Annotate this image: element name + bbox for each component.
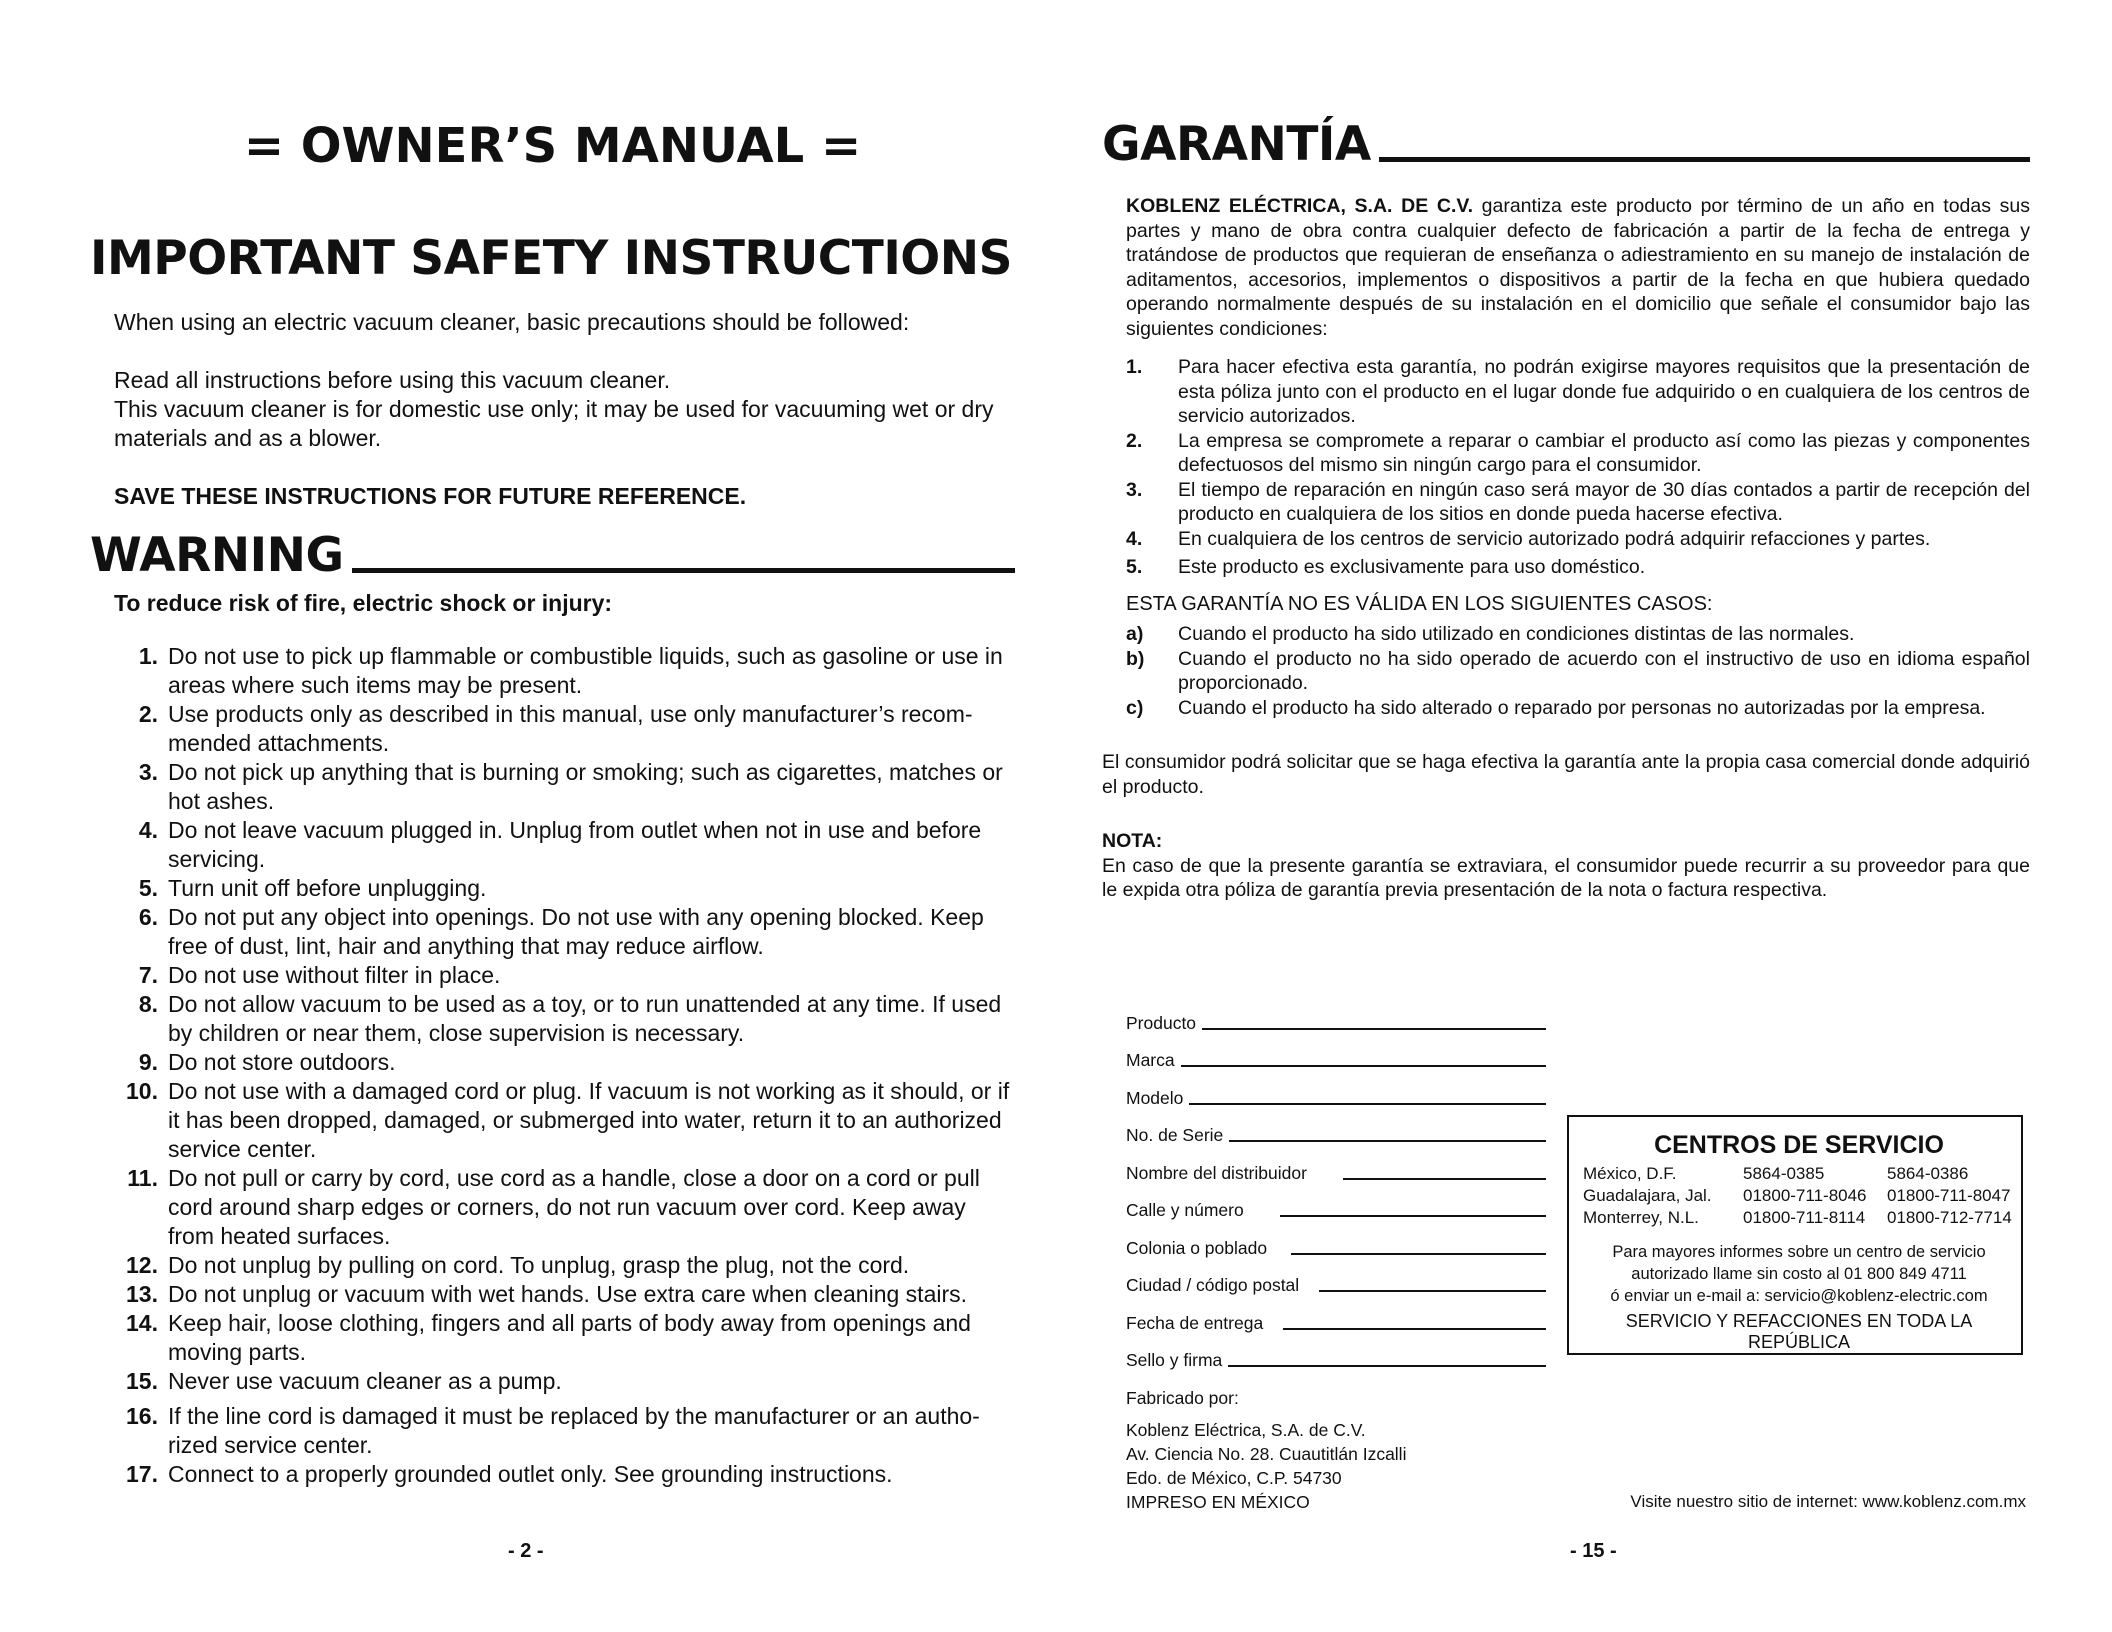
item-text: Do not unplug or vacuum with wet hands. Use extra care when cleaning stairs. — [168, 1281, 968, 1307]
item-text: Keep hair, loose clothing, fingers and all parts of body away from openings and moving parts. — [168, 1310, 971, 1365]
form-field-line[interactable] — [1280, 1215, 1546, 1217]
service-footer: SERVICIO Y REFACCIONES EN TODA LA REPÚBLICA — [1625, 1311, 1973, 1352]
consumer-note: El consumidor podrá solicitar que se haga efectiva la garantía ante la propia casa comercial donde adquirió el producto. — [1102, 751, 2030, 798]
item-text: Do not unplug by pulling on cord. To unplug, grasp the plug, not the cord. — [168, 1252, 910, 1278]
item-text: Connect to a properly grounded outlet only. See grounding instructions. — [168, 1461, 893, 1487]
list-item — [1126, 527, 2030, 552]
form-field-line[interactable] — [1189, 1103, 1546, 1105]
item-number: 1. — [1126, 356, 1143, 378]
manufacturer-label: Fabricado por: — [1126, 1388, 1239, 1408]
item-text: Do not use with a damaged cord or plug. If vacuum is not working as it should, or if it has been dropped, damaged, or submerged into water, return it to an authorized service center. — [168, 1078, 1010, 1162]
item-text: Turn unit off before unplugging. — [168, 875, 487, 901]
not-valid-cases — [1102, 622, 2030, 720]
manufacturer-address: Av. Ciencia No. 28. Cuautitlán Izcalli — [1126, 1444, 1407, 1464]
list-item — [114, 1280, 1015, 1309]
list-item — [114, 700, 1015, 758]
item-number: 14. — [126, 1310, 158, 1336]
item-text: Este producto es exclusivamente para uso doméstico. — [1178, 556, 1646, 578]
read-all-instructions: Read all instructions before using this vacuum cleaner. — [114, 367, 671, 393]
item-number: 16. — [126, 1403, 158, 1429]
form-label: Marca — [1126, 1050, 1175, 1070]
phone-cell: 01800-711-8046 — [1743, 1186, 1867, 1205]
phone-cell: 01800-711-8114 — [1743, 1208, 1866, 1227]
form-label: Calle y número — [1126, 1200, 1244, 1220]
safety-heading — [90, 232, 1015, 286]
item-text: Do not pick up anything that is burning or smoking; such as cigarettes, matches or hot ashes. — [168, 759, 1003, 814]
list-item — [1126, 429, 2030, 478]
item-number: 9. — [138, 1049, 158, 1075]
item-number: 2. — [1126, 429, 1143, 452]
item-number: 12. — [126, 1252, 158, 1278]
list-item — [114, 1048, 1015, 1077]
form-label: Sello y firma — [1126, 1350, 1223, 1370]
warning-list — [90, 642, 1015, 1489]
service-info-line: autorizado llame sin costo al 01 800 849 4711 — [1631, 1265, 1967, 1283]
nota-label: NOTA: — [1102, 830, 1163, 852]
list-item — [114, 990, 1015, 1048]
table-row — [1583, 1185, 2012, 1207]
item-text: Use products only as described in this manual, use only manufacturer’s recom-mended attachments. — [168, 701, 973, 756]
service-centers-table — [1583, 1163, 2012, 1229]
item-number: b) — [1126, 647, 1145, 670]
form-row-calle[interactable] — [1126, 1186, 1546, 1224]
safety-heading-text: IMPORTANT SAFETY INSTRUCTIONS — [90, 231, 1012, 286]
warranty-intro-text: garantiza este producto por término de un año en todas sus partes y mano de obra contra cualquier defecto de fabricación a partir de la fecha de entrega y tratándose de productos que requieran de enseñanza o adiestramiento en su manejo de instalación de aditamentos, accesorios, implementos o dispositivos a partir de la fecha en que hubiera quedado operando normalmente después de su instalación en el domicilio que señale el consumidor bajo las siguientes condiciones: — [1126, 195, 2030, 340]
list-item — [1126, 622, 2030, 647]
form-label: No. de Serie — [1126, 1125, 1224, 1145]
item-text: Cuando el producto ha sido alterado o reparado por personas no autorizadas por la empresa. — [1178, 696, 1986, 719]
item-text: Para hacer efectiva esta garantía, no podrán exigirse mayores requisitos que la presentación de esta póliza junto con el producto en el lugar donde fue adquirido o en cualquiera de los centros de servicio autorizados. — [1178, 356, 2030, 427]
item-text: Do not use without filter in place. — [168, 962, 501, 988]
list-item — [1126, 555, 2030, 580]
item-text: If the line cord is damaged it must be replaced by the manufacturer or an autho-rized service center. — [168, 1403, 980, 1458]
garantia-heading — [1102, 118, 2030, 172]
form-row-ciudad[interactable] — [1126, 1261, 1546, 1299]
item-number: 5. — [1126, 556, 1143, 578]
service-info — [1583, 1241, 2015, 1307]
list-item — [1126, 647, 2030, 696]
item-number: 4. — [138, 817, 158, 843]
list-item — [114, 1367, 1015, 1396]
form-label: Nombre del distribuidor — [1126, 1162, 1307, 1183]
form-row-modelo[interactable] — [1126, 1073, 1546, 1111]
form-field-line[interactable] — [1228, 1365, 1546, 1367]
item-number: 6. — [138, 904, 158, 930]
item-text: Cuando el producto no ha sido operado de acuerdo con el instructivo de uso en idioma español proporcionado. — [1178, 647, 2030, 694]
list-item — [114, 1460, 1015, 1489]
domestic-use-note: This vacuum cleaner is for domestic use only; it may be used for vacuuming wet or dry materials and as a blower. — [114, 396, 994, 451]
service-centers-box — [1567, 1115, 2023, 1355]
list-item — [114, 1164, 1015, 1251]
list-item — [114, 961, 1015, 990]
phone-cell: 01800-711-8047 — [1887, 1186, 2011, 1205]
form-label: Colonia o poblado — [1126, 1237, 1268, 1258]
list-item — [114, 1077, 1015, 1164]
item-number: 10. — [126, 1078, 158, 1104]
list-item — [1126, 696, 2030, 721]
item-text: Do not put any object into openings. Do not use with any opening blocked. Keep free of dust, lint, hair and anything that may reduce airflow. — [168, 904, 984, 959]
page-number-left: - 2 - — [508, 1540, 544, 1562]
item-text: En cualquiera de los centros de servicio autorizado podrá adquirir refacciones y partes. — [1178, 527, 1931, 550]
heading-rule — [352, 568, 1015, 573]
table-row — [1583, 1163, 2012, 1185]
list-item — [1126, 478, 2030, 527]
printed-in: IMPRESO EN MÉXICO — [1126, 1492, 1310, 1512]
item-text: El tiempo de reparación en ningún caso será mayor de 30 días contados a partir de recepción del producto en cualquiera de los sitios en donde pueda hacerse efectiva. — [1178, 478, 2030, 525]
item-number: 11. — [127, 1165, 158, 1191]
list-item — [114, 874, 1015, 903]
form-field-line[interactable] — [1202, 1028, 1546, 1030]
item-number: 7. — [138, 962, 158, 988]
list-item — [114, 1251, 1015, 1280]
nota-text: En caso de que la presente garantía se extraviara, el consumidor puede recurrir a su proveedor para que le expida otra póliza de garantía previa presentación de la nota o factura respectiva. — [1102, 854, 2030, 901]
phone-cell: 01800-712-7714 — [1887, 1208, 2012, 1227]
item-number: a) — [1126, 623, 1144, 645]
item-text: Do not allow vacuum to be used as a toy, or to run unattended at any time. If used by children or near them, close supervision is necessary. — [168, 991, 1002, 1046]
city-cell: Monterrey, N.L. — [1583, 1208, 1699, 1227]
form-row-serie[interactable] — [1126, 1111, 1546, 1149]
form-field-line[interactable] — [1181, 1065, 1546, 1067]
item-text: Do not use to pick up flammable or combustible liquids, such as gasoline or use in areas where such items may be present. — [168, 643, 1003, 698]
item-number: 15. — [126, 1368, 158, 1394]
warranty-form — [1126, 998, 1546, 1373]
list-item — [114, 758, 1015, 816]
item-number: 8. — [138, 991, 158, 1017]
form-row-distribuidor[interactable] — [1126, 1148, 1546, 1186]
form-field-line[interactable] — [1229, 1140, 1546, 1142]
list-item — [114, 1309, 1015, 1367]
list-item — [114, 903, 1015, 961]
right-page — [1102, 118, 2030, 1538]
form-label: Ciudad / código postal — [1126, 1275, 1300, 1295]
safety-intro: When using an electric vacuum cleaner, basic precautions should be followed: — [114, 309, 910, 335]
item-text: Do not store outdoors. — [168, 1049, 396, 1075]
item-number: 4. — [1126, 527, 1143, 550]
form-label: Producto — [1126, 1012, 1197, 1033]
item-number: 2. — [138, 701, 158, 727]
item-number: 3. — [138, 759, 158, 785]
item-number: 5. — [138, 875, 158, 901]
website-note[interactable]: Visite nuestro sitio de internet: www.koblenz.com.mx — [1630, 1492, 2026, 1511]
service-centers-title: CENTROS DE SERVICIO — [1654, 1131, 1944, 1159]
item-number: c) — [1126, 696, 1144, 719]
heading-rule — [1379, 157, 2030, 162]
warning-heading-text: WARNING — [90, 528, 344, 583]
city-cell: México, D.F. — [1583, 1164, 1677, 1183]
page-number-right: - 15 - — [1570, 1540, 1617, 1562]
list-item — [114, 642, 1015, 700]
item-text: La empresa se compromete a reparar o cambiar el producto así como las piezas y componentes defectuosos del mismo sin ningún cargo para el consumidor. — [1178, 429, 2030, 476]
form-row-sello[interactable] — [1126, 1336, 1546, 1374]
service-info-line: ó enviar un e-mail a: servicio@koblenz-electric.com — [1610, 1287, 1988, 1305]
manufacturer-info — [1126, 1386, 1406, 1514]
form-row-producto[interactable] — [1126, 998, 1546, 1036]
warranty-intro — [1102, 194, 2030, 341]
warranty-conditions — [1102, 355, 2030, 580]
table-row — [1583, 1207, 2012, 1229]
city-cell: Guadalajara, Jal. — [1583, 1186, 1712, 1205]
company-name: KOBLENZ ELÉCTRICA, S.A. DE C.V. — [1126, 195, 1473, 217]
form-field-line[interactable] — [1343, 1178, 1546, 1180]
phone-cell: 5864-0386 — [1887, 1164, 1969, 1183]
list-item — [114, 1402, 1015, 1460]
form-field-line[interactable] — [1319, 1290, 1546, 1292]
item-text: Cuando el producto ha sido utilizado en condiciones distintas de las normales. — [1178, 623, 1855, 645]
form-field-line[interactable] — [1291, 1253, 1546, 1255]
item-text: Never use vacuum cleaner as a pump. — [168, 1368, 562, 1394]
item-number: 13. — [126, 1281, 158, 1307]
form-label: Modelo — [1126, 1087, 1184, 1108]
item-text: Do not leave vacuum plugged in. Unplug from outlet when not in use and before servicing. — [168, 817, 982, 872]
form-row-fecha[interactable] — [1126, 1298, 1546, 1336]
service-info-line: Para mayores informes sobre un centro de servicio — [1612, 1243, 1986, 1261]
list-item — [114, 816, 1015, 874]
phone-cell: 5864-0385 — [1743, 1164, 1825, 1183]
save-instructions-notice: SAVE THESE INSTRUCTIONS FOR FUTURE REFERENCE. — [114, 483, 747, 509]
item-number: 1. — [138, 643, 158, 669]
form-row-colonia[interactable] — [1126, 1223, 1546, 1261]
manufacturer-name: Koblenz Eléctrica, S.A. de C.V. — [1126, 1420, 1366, 1440]
garantia-heading-text: GARANTÍA — [1102, 117, 1371, 172]
item-text: Do not pull or carry by cord, use cord as a handle, close a door on a cord or pull cord around sharp edges or corners, do not run vacuum over cord. Keep away from heated surfaces. — [168, 1165, 980, 1249]
manufacturer-address: Edo. de México, C.P. 54730 — [1126, 1468, 1342, 1488]
form-field-line[interactable] — [1283, 1328, 1546, 1330]
warning-subheading: To reduce risk of fire, electric shock or injury: — [114, 590, 613, 616]
form-label: Fecha de entrega — [1126, 1312, 1264, 1333]
list-item — [1126, 355, 2030, 429]
not-valid-heading: ESTA GARANTÍA NO ES VÁLIDA EN LOS SIGUIENTES CASOS: — [1126, 592, 1713, 615]
item-number: 17. — [126, 1461, 158, 1487]
owners-manual-title: = OWNER’S MANUAL = — [243, 118, 862, 174]
form-row-marca[interactable] — [1126, 1036, 1546, 1074]
warning-heading — [90, 529, 1015, 583]
item-number: 3. — [1126, 478, 1143, 501]
left-page — [90, 118, 1015, 1489]
